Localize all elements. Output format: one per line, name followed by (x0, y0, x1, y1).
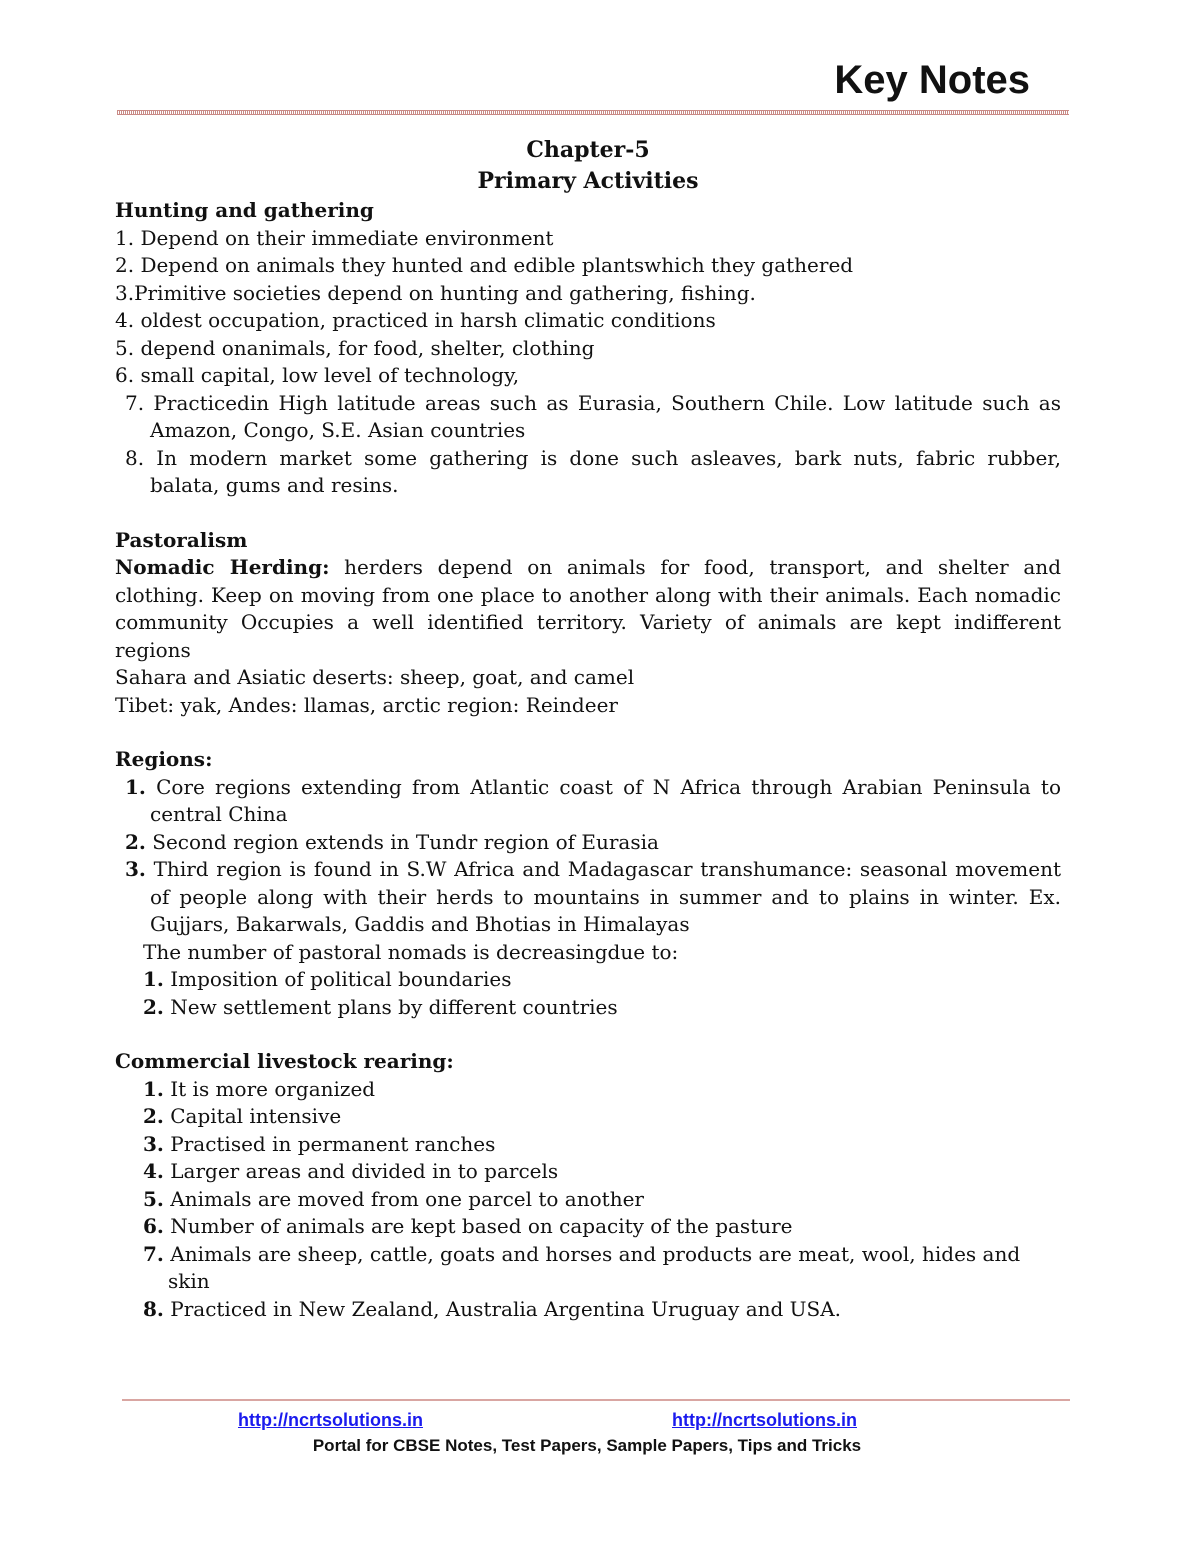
item-text: Animals are moved from one parcel to another (163, 1186, 644, 1211)
item-number: 3. (125, 857, 146, 881)
list-item (115, 1076, 1061, 1104)
list-item (115, 1186, 1061, 1214)
list-item: 6. small capital, low level of technology, (115, 363, 520, 387)
nomadic-herding-text: herders depend on animals for food, transport, and shelter and clothing. Keep on moving from one place to another along with their animals. Each nomadic community Occupies a well identified territory. Variety of animals are kept indifferent regions (115, 555, 1061, 662)
item-number: 3. (143, 1131, 164, 1156)
hunting-heading: Hunting and gathering (115, 198, 374, 222)
item-text: Core regions extending from Atlantic coast of N Africa through Arabian Peninsula to central China (145, 774, 1061, 826)
list-item (115, 1241, 1061, 1296)
list-item (115, 856, 1061, 939)
list-item (115, 994, 1061, 1022)
item-number: 1. (143, 1076, 164, 1101)
item-number: 1. (143, 967, 164, 991)
item-text: It is more organized (163, 1076, 376, 1101)
commercial-heading: Commercial livestock rearing: (115, 1049, 454, 1073)
item-number: 6. (143, 1214, 164, 1238)
item-number: 4. (143, 1159, 164, 1183)
nomadic-herding-label: Nomadic Herding: (115, 555, 330, 579)
item-number: 5. (143, 1186, 164, 1211)
item-number: 1. (125, 774, 146, 799)
nomadic-herding-paragraph (115, 554, 1061, 664)
header-title: Key Notes (834, 58, 1030, 102)
item-text: Third region is found in S.W Africa and Madagascar transhumance: seasonal movement of people along with their herds to mountains in summer and to plains in winter. Ex. Gujjars, Bakarwals, Gaddis and Bhotias in Himalayas (145, 857, 1061, 936)
item-number: 8. (143, 1296, 164, 1321)
list-item (115, 1296, 1061, 1324)
item-text: Imposition of political boundaries (163, 967, 512, 991)
list-item (115, 966, 1061, 994)
item-text: New settlement plans by different countries (163, 994, 618, 1019)
item-text: Practiced in New Zealand, Australia Argentina Uruguay and USA. (163, 1296, 842, 1321)
item-text: Capital intensive (163, 1104, 342, 1128)
footer-link-left[interactable]: http://ncrtsolutions.in (238, 1410, 423, 1430)
chapter-number: Chapter-5 (526, 137, 650, 163)
regions-heading: Regions: (115, 747, 213, 771)
item-number: 2. (125, 829, 146, 854)
list-item (115, 1158, 1061, 1186)
item-text: Second region extends in Tundr region of Eurasia (145, 829, 659, 854)
item-number: 2. (143, 1104, 164, 1128)
footer-tagline (0, 1436, 1200, 1456)
list-item (115, 1103, 1061, 1131)
footer-tagline-text: Portal for CBSE Notes, Test Papers, Sample Papers, Tips and Tricks (312, 1436, 862, 1455)
list-item (115, 1213, 1061, 1241)
list-item: 4. oldest occupation, practiced in harsh climatic conditions (115, 308, 716, 332)
sahara-line: Sahara and Asiatic deserts: sheep, goat, and camel (115, 665, 635, 689)
item-number: 2. (143, 994, 164, 1019)
list-item (115, 774, 1061, 829)
list-item: 7. Practicedin High latitude areas such as Eurasia, Southern Chile. Low latitude such as Amazon, Congo, S.E. Asian countries (125, 390, 1061, 442)
list-item: 2. Depend on animals they hunted and edible plantswhich they gathered (115, 253, 854, 277)
list-item: 1. Depend on their immediate environment (115, 225, 554, 250)
header-divider (117, 110, 1069, 115)
item-number: 7. (143, 1241, 164, 1266)
footer-links (0, 1410, 1200, 1436)
list-item: 8. In modern market some gathering is done such asleaves, bark nuts, fabric rubber, balata, gums and resins. (125, 445, 1061, 497)
list-item (115, 1131, 1061, 1159)
tibet-line: Tibet: yak, Andes: llamas, arctic region: Reindeer (115, 692, 618, 717)
list-item: 3.Primitive societies depend on hunting and gathering, fishing. (115, 280, 756, 305)
list-item (115, 829, 1061, 857)
item-text: Number of animals are kept based on capacity of the pasture (163, 1214, 793, 1238)
list-item: 5. depend onanimals, for food, shelter, clothing (115, 335, 595, 360)
item-text: Animals are sheep, cattle, goats and horses and products are meat, wool, hides and skin (163, 1241, 1021, 1293)
pastoralism-heading: Pastoralism (115, 527, 248, 552)
item-text: Larger areas and divided in to parcels (163, 1159, 559, 1183)
decreasing-intro: The number of pastoral nomads is decreasingdue to: (143, 939, 679, 964)
chapter-title: Primary Activities (477, 168, 699, 194)
footer-link-right[interactable]: http://ncrtsolutions.in (672, 1410, 857, 1430)
footer-divider (122, 1399, 1070, 1401)
item-text: Practised in permanent ranches (163, 1131, 496, 1156)
main-content (115, 135, 1061, 1323)
